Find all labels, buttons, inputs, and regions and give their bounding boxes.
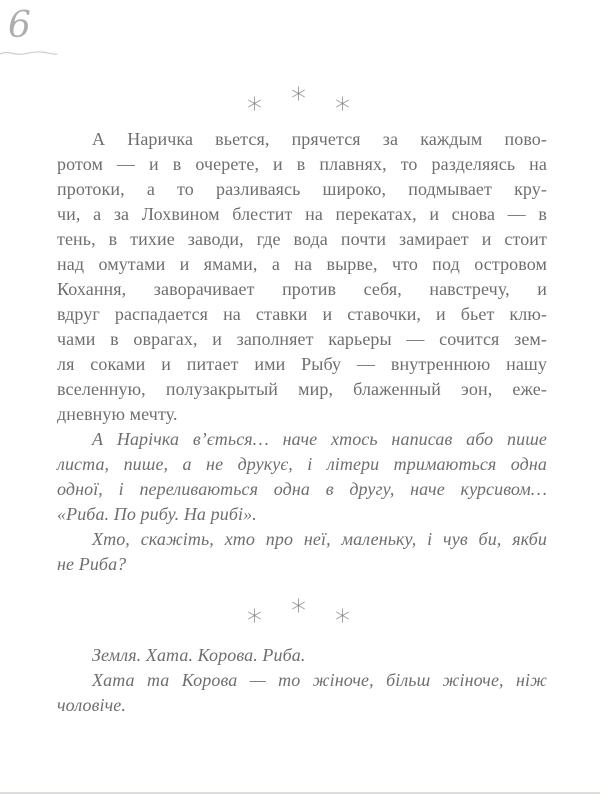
- asterisk-icon: [335, 96, 350, 111]
- text-line: ротом — и в очерете, и в плавнях, то разделяясь на: [57, 154, 547, 174]
- text-line: Кохання, заворачивает против себя, навстречу, и: [57, 279, 547, 299]
- text-line: одної, і переливаються одна в другу, наче курсивом…: [57, 479, 547, 499]
- squiggle-underline-icon: [0, 47, 58, 59]
- text-line: Хата та Корова — то жіноче, більш жіноче, ніж: [92, 670, 547, 690]
- text-line: протоки, а то разливаясь широко, подмывает кру-: [57, 179, 547, 199]
- text-line: чоловіче.: [57, 695, 126, 715]
- page-number: 6: [8, 5, 31, 46]
- text-line: листа, пише, а не друкує, і літери тримаються одна: [57, 454, 547, 474]
- paragraph: [57, 127, 547, 427]
- section-divider: [247, 608, 350, 623]
- text-line: над омутами и ямами, а на вырве, что под островом: [57, 254, 547, 274]
- text-line: «Риба. По рибу. На рибі».: [57, 504, 257, 524]
- text-line: Хто, скажіть, хто про неї, маленьку, і чув би, якби: [92, 529, 547, 549]
- text-line: дневную мечту.: [57, 404, 178, 424]
- text-line: ля соками и питает ими Рыбу — внутреннюю нашу: [57, 354, 547, 374]
- asterisk-icon: [291, 86, 306, 101]
- asterisk-icon: [247, 608, 262, 623]
- section-divider: [247, 96, 350, 111]
- text-line: А Наричка вьется, прячется за каждым пово-: [92, 129, 547, 149]
- text-line: вдруг распадается на ставки и ставочки, и бьет клю-: [57, 304, 547, 324]
- text-line: не Риба?: [57, 554, 127, 574]
- text-line: чами в оврагах, и заполняет карьеры — сочится зем-: [57, 329, 547, 349]
- asterisk-icon: [335, 608, 350, 623]
- asterisk-icon: [291, 598, 306, 613]
- paragraph: [57, 527, 547, 577]
- paragraph: [57, 643, 547, 668]
- paragraph: [57, 668, 547, 718]
- text-line: Земля. Хата. Корова. Риба.: [92, 645, 306, 665]
- text-line: чи, а за Лохвином блестит на перекатах, и снова — в: [57, 204, 547, 224]
- asterisk-icon: [247, 96, 262, 111]
- text-line: тень, в тихие заводи, где вода почти замирает и стоит: [57, 229, 547, 249]
- text-line: А Нарічка в’ється… наче хтось написав або пише: [92, 429, 547, 449]
- paragraph: [57, 427, 547, 527]
- text-line: вселенную, полузакрытый мир, блаженный эон, еже-: [57, 379, 547, 399]
